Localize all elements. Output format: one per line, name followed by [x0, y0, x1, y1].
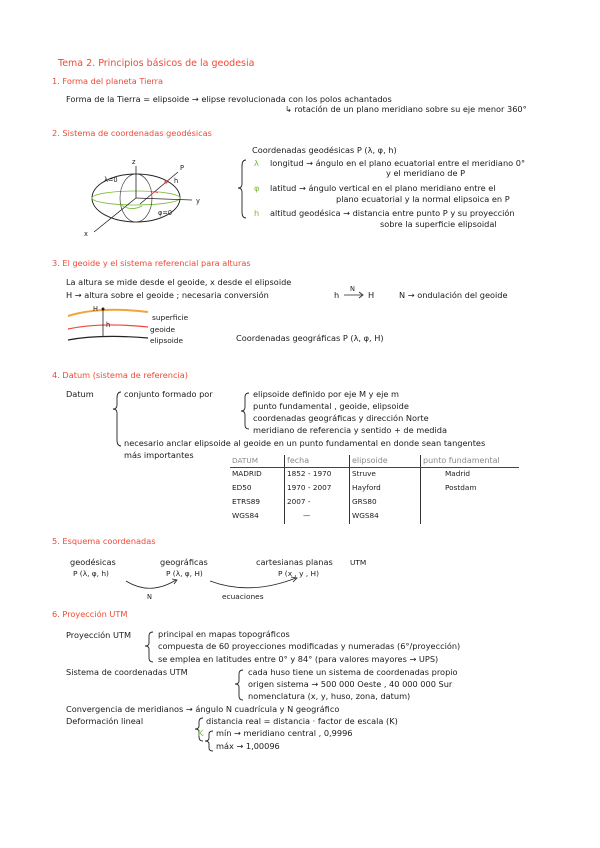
cell: 1852 - 1970: [285, 468, 350, 483]
s5-n: N: [147, 593, 152, 601]
s4-item-1: punto fundamental , geoide, elipsoide: [253, 401, 409, 411]
s6-k: K: [198, 728, 204, 738]
s1-line2: ↳ rotación de un plano meridiano sobre su eje menor 360°: [285, 104, 527, 114]
section-2-heading: 2. Sistema de coordenadas geodésicas: [52, 128, 212, 138]
s6-proy-item-0: principal en mapas topográficos: [158, 629, 290, 639]
cell: ED50: [232, 483, 252, 492]
label-p: P: [180, 164, 184, 172]
cell: WGS84: [232, 511, 259, 520]
s5-utm: UTM: [350, 558, 367, 567]
s4-importantes: más importantes: [124, 450, 194, 460]
fig-label-h: h: [106, 321, 111, 329]
s5-ecuaciones: ecuaciones: [222, 592, 264, 601]
fig-label-H: H: [93, 305, 98, 313]
label-elipsoide: elipsoide: [150, 336, 184, 345]
latitude-arc: [150, 192, 158, 196]
s2-sym-lambda: λ: [254, 158, 259, 168]
page-title: Tema 2. Principios básicos de la geodesia: [58, 58, 255, 69]
label-geoide: geoide: [150, 325, 176, 334]
s6-distancia: distancia real = distancia · factor de escala (K): [206, 716, 398, 726]
cell: 2007 -: [285, 496, 350, 510]
s6-convergencia: Convergencia de meridianos → ángulo N cuadrícula y N geográfico: [66, 704, 340, 714]
point-p-marker: [164, 180, 167, 183]
section-4-heading: 4. Datum (sistema de referencia): [52, 370, 188, 380]
s2-altitud: altitud geodésica → distancia entre punto P y su proyección: [270, 208, 515, 218]
s6-proy-item-1: compuesta de 60 proyecciones modificadas y numeradas (6°/proyección): [158, 641, 461, 651]
s3-conv-n: N: [350, 285, 355, 293]
y-axis: [136, 198, 192, 200]
label-z: z: [132, 158, 136, 166]
label-h: h: [174, 177, 179, 185]
cell: 1970 - 2007: [285, 482, 350, 496]
s5-geograficas: geográficas: [160, 557, 208, 567]
datum-brace: [113, 392, 121, 446]
cell: WGS84: [350, 510, 421, 524]
table-row: [230, 510, 519, 524]
s6-sistema-item-0: cada huso tiene un sistema de coordenadas propio: [248, 667, 458, 677]
s6-sistema: Sistema de coordenadas UTM: [66, 667, 188, 677]
section-1-heading: 1. Forma del planeta Tierra: [52, 76, 163, 86]
s6-deformacion: Deformación lineal: [66, 716, 144, 726]
s5-p1: P (λ, φ, h): [73, 569, 109, 578]
s2-sym-h: h: [254, 208, 260, 218]
cell: Postdam: [421, 482, 520, 496]
conjunto-brace: [241, 393, 249, 429]
s2-altitud2: sobre la superficie elipsoidal: [380, 219, 497, 229]
s2-latitud2: plano ecuatorial y la normal elipsoica en P: [336, 194, 510, 204]
s4-item-2: coordenadas geográficas y dirección Norte: [253, 413, 429, 423]
cell: [421, 496, 520, 510]
s5-p2: P (λ, φ, H): [166, 569, 203, 578]
section-6-heading: 6. Proyección UTM: [52, 609, 128, 619]
cell: Hayford: [350, 482, 421, 496]
s4-item-0: elipsoide definido por eje M y eje m: [253, 389, 400, 399]
table-header-row: [230, 455, 519, 468]
s3-conv-H: H: [368, 290, 375, 300]
cell: ETRS89: [232, 497, 261, 506]
label-lam0: λ=0: [104, 176, 118, 184]
s2-brace: [238, 160, 246, 218]
cell: —: [285, 510, 350, 524]
s4-necesario: necesario anclar elipsoide al geoide en un punto fundamental en donde sean tangentes: [124, 438, 486, 448]
label-phi0: φ=0: [158, 209, 173, 217]
s6-max: máx → 1,00096: [216, 741, 280, 751]
k-brace: [205, 731, 213, 751]
s6-sistema-item-1: origen sistema → 500 000 Oeste , 40 000 000 Sur: [248, 679, 453, 689]
cell: Struve: [350, 468, 421, 483]
s3-conv-h: h: [334, 290, 340, 300]
cell: MADRID: [232, 469, 262, 478]
proy-brace: [145, 632, 153, 662]
s2-longitud2: y el meridiano de P: [386, 168, 466, 178]
s1-line1: Forma de la Tierra = elipsoide → elipse revolucionada con los polos achantados: [66, 94, 392, 104]
datum-table: [230, 455, 519, 524]
x-axis: [94, 198, 136, 232]
section-3-heading: 3. El geoide y el sistema referencial para alturas: [52, 258, 251, 268]
label-superficie: superficie: [152, 313, 189, 322]
s3-coords: Coordenadas geográficas P (λ, φ, H): [236, 333, 384, 343]
s6-proy-item-2: se emplea en latitudes entre 0° y 84° (para valores mayores → UPS): [158, 654, 439, 664]
arrow-geograficas-cartesianas: [210, 578, 296, 588]
label-y: y: [196, 197, 200, 205]
sistema-brace: [235, 670, 243, 700]
cell: Madrid: [421, 468, 520, 483]
th-elipsoide: elipsoide: [350, 455, 421, 468]
arrow-geodesicas-geograficas: [126, 580, 176, 588]
table-row: [230, 482, 519, 496]
s6-proy: Proyección UTM: [66, 630, 132, 640]
label-x: x: [84, 230, 88, 238]
th-punto: punto fundamental: [421, 455, 520, 468]
s2-sym-phi: φ: [254, 183, 260, 193]
s4-item-3: meridiano de referencia y sentido + de medida: [253, 425, 447, 435]
s4-datum: Datum: [66, 389, 94, 399]
s5-geodesicas: geodésicas: [70, 557, 116, 567]
s3-line2b: N → ondulación del geoide: [399, 290, 508, 300]
cell: GRS80: [350, 496, 421, 510]
s3-line2a: H → altura sobre el geoide ; necesaria conversión: [66, 290, 269, 300]
surface-curve: [68, 310, 148, 316]
s4-conjunto: conjunto formado por: [124, 389, 213, 399]
cell: [421, 510, 520, 524]
s5-p3: P (x , y , H): [278, 569, 319, 578]
s6-min: mín → meridiano central , 0,9996: [216, 728, 353, 738]
table-row: [230, 496, 519, 510]
s6-sistema-item-2: nomenclatura (x, y, huso, zona, datum): [248, 691, 411, 701]
s3-line1: La altura se mide desde el geoide, x desde el elipsoide: [66, 277, 292, 287]
section-5-heading: 5. Esquema coordenadas: [52, 536, 156, 546]
s5-cartesianas: cartesianas planas: [256, 557, 333, 567]
s2-latitud: latitud → ángulo vertical en el plano meridiano entre el: [270, 183, 496, 193]
th-datum: DATUM: [230, 455, 285, 468]
table-row: [230, 468, 519, 483]
th-fecha: fecha: [285, 455, 350, 468]
s2-coords: Coordenadas geodésicas P (λ, φ, h): [252, 145, 397, 155]
ellipsoid-curve: [68, 336, 148, 340]
s2-longitud: longitud → ángulo en el plano ecuatorial entre el meridiano 0°: [270, 158, 526, 168]
